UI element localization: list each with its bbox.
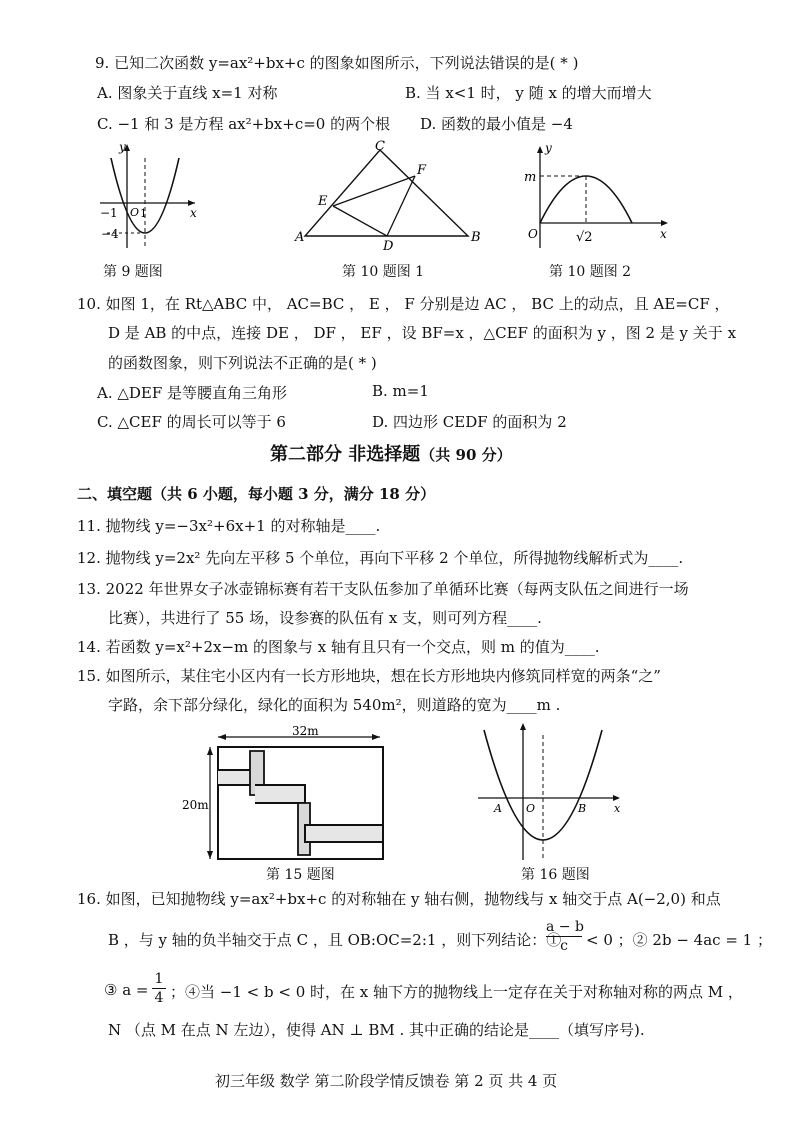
fig9-y-label: y — [119, 140, 126, 154]
q13-line1: 13. 2022 年世界女子冰壶锦标赛有若干支队伍参加了单循环比赛（每两支队伍之间进行一场 — [77, 580, 689, 598]
fig10b-origin-label: O — [528, 227, 538, 241]
q16-fraction-1-denominator: c — [560, 938, 568, 954]
fig9-caption: 第 9 题图 — [103, 264, 163, 280]
part2-title: 第二部分 非选择题 — [270, 444, 421, 465]
fig10b-x-label: x — [660, 227, 667, 241]
fig16-label-b: B — [578, 802, 587, 815]
fig15-width-label: 32m — [292, 725, 319, 738]
fig16-label-a: A — [494, 802, 502, 815]
q9-option-d: D. 函数的最小值是 −4 — [420, 115, 573, 133]
q10-option-c: C. △CEF 的周长可以等于 6 — [97, 413, 286, 431]
q16-line4: N （点 M 在点 N 左边），使得 AN ⊥ BM . 其中正确的结论是____（填写序号). — [108, 1021, 645, 1039]
q16-fraction-1-numerator: a − b — [546, 919, 584, 935]
q9-option-c: C. −1 和 3 是方程 ax²+bx+c=0 的两个根 — [97, 115, 391, 133]
q16-line3b: ；④当 −1 < b < 0 时，在 x 轴下方的抛物线上一定存在关于对称轴对称的两点 M ， — [170, 983, 743, 1001]
fig10-label-d: D — [383, 239, 394, 253]
q12: 12. 抛物线 y=2x² 先向左平移 5 个单位，再向下平移 2 个单位，所得抛物线解析式为____. — [77, 549, 684, 567]
q9-stem: 9. 已知二次函数 y=ax²+bx+c 的图象如图所示，下列说法错误的是( * ) — [95, 54, 579, 72]
q9-option-b: B. 当 x<1 时， y 随 x 的增大而增大 — [405, 84, 652, 102]
fig16-caption: 第 16 题图 — [521, 867, 590, 883]
q16-line2b: < 0 ；② 2b − 4ac = 1 ； — [586, 931, 772, 949]
fig9-neg1-label: −1 — [100, 206, 118, 220]
fig10b-y-label: y — [545, 141, 552, 155]
q9-option-a: A. 图象关于直线 x=1 对称 — [97, 84, 278, 102]
q11: 11. 抛物线 y=−3x²+6x+1 的对称轴是____. — [77, 517, 381, 535]
fig15-road-right — [305, 825, 383, 842]
q16-line2a: B ，与 y 轴的负半轴交于点 C ，且 OB:OC=2:1 ，则下列结论：① — [108, 931, 562, 949]
fig10-label-e: E — [318, 194, 328, 209]
q14: 14. 若函数 y=x²+2x−m 的图象与 x 轴有且只有一个交点，则 m 的值为____. — [77, 638, 600, 656]
fig15-diagram — [180, 725, 395, 865]
fig15-height-label: 20m — [182, 798, 209, 812]
fig10-label-c: C — [375, 139, 385, 154]
q10-line1: 10. 如图 1，在 Rt△ABC 中， AC=BC ， E ， F 分别是边 AC ， BC 上的动点，且 AE=CF ， — [77, 295, 730, 313]
q16-fraction-1 — [546, 918, 582, 955]
part2-score: （共 90 分） — [420, 446, 512, 464]
fig10-triangle-abc — [305, 150, 468, 236]
q10-line2: D 是 AB 的中点，连接 DE ， DF ， EF ，设 BF=x ，△CEF 的面积为 y ，图 2 是 y 关于 x — [108, 324, 737, 342]
fig10-caption-1: 第 10 题图 1 — [342, 264, 425, 280]
fig16-label-o: O — [526, 802, 536, 815]
fig9-graph — [95, 138, 205, 253]
section2-title: 二、填空题（共 6 小题，每小题 3 分，满分 18 分） — [77, 485, 436, 503]
fig15-road-middle — [255, 785, 305, 803]
q10-option-b: B. m=1 — [372, 382, 429, 400]
q13-line2: 比赛），共进行了 55 场，设参赛的队伍有 x 支，则可列方程____. — [108, 609, 542, 627]
fig10-label-a: A — [295, 230, 305, 245]
q16-line3a: ③ a = — [104, 981, 149, 999]
fig9-origin-label: O — [130, 206, 140, 219]
fig15-caption: 第 15 题图 — [266, 867, 335, 883]
fig10-function-graph — [520, 138, 675, 253]
fig10-label-b: B — [471, 230, 481, 245]
fig9-x-label: x — [190, 206, 197, 220]
q16-fraction-2-numerator: 1 — [152, 970, 166, 989]
q16-fraction-2-denominator: 4 — [154, 990, 164, 1006]
part2-heading — [270, 440, 512, 466]
fig10b-sqrt2-label: √2 — [576, 230, 593, 245]
fig10-segment-de — [333, 206, 387, 236]
fig10-label-f: F — [417, 163, 427, 178]
fig10b-m-label: m — [524, 170, 537, 185]
q10-option-a: A. △DEF 是等腰直角三角形 — [97, 384, 288, 402]
fig10-triangle — [285, 138, 490, 253]
fig16-graph — [468, 720, 628, 865]
fig9-neg4-label: −4 — [101, 227, 119, 241]
fig16-label-x: x — [614, 802, 621, 815]
q15-line1: 15. 如图所示，某住宅小区内有一长方形地块，想在长方形地块内修筑同样宽的两条“之” — [77, 667, 661, 685]
fig10-caption-2: 第 10 题图 2 — [549, 264, 632, 280]
fig9-one-label: 1 — [140, 207, 147, 220]
q10-line3: 的函数图象，则下列说法不正确的是( * ) — [108, 354, 377, 372]
q16-fraction-2 — [152, 970, 166, 1007]
q10-option-d: D. 四边形 CEDF 的面积为 2 — [372, 413, 567, 431]
q16-line1: 16. 如图，已知抛物线 y=ax²+bx+c 的对称轴在 y 轴右侧，抛物线与 x 轴交于点 A(−2,0) 和点 — [77, 890, 721, 908]
page-footer: 初三年级 数学 第二阶段学情反馈卷 第 2 页 共 4 页 — [215, 1072, 558, 1090]
q15-line2: 字路，余下部分绿化，绿化的面积为 540m²，则道路的宽为____m . — [108, 696, 561, 714]
